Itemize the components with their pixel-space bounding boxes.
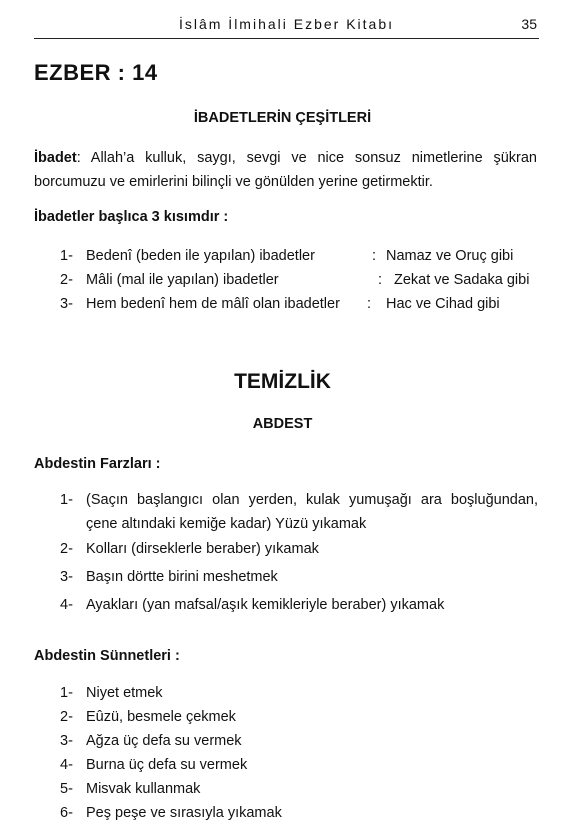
definition-term: İbadet [34, 150, 77, 166]
list-number: 4- [60, 597, 73, 613]
section-heading-ibadet-types: İBADETLERİN ÇEŞİTLERİ [193, 110, 372, 126]
types-heading: İbadetler başlıca 3 kısımdır : [34, 209, 229, 225]
list-text: Kolları (dirseklerle beraber) yıkamak [86, 541, 319, 557]
definition-text: : Allah’a kulluk, saygı, sevgi ve nice sonsuz nimetlerine şükran borcumuzu ve emirlerini bilinçli ve gönülden yerine getirmektir. [34, 150, 537, 190]
list-example: Hac ve Cihad gibi [386, 296, 500, 312]
list-example: Namaz ve Oruç gibi [386, 248, 514, 264]
list-text: Hem bedenî hem de mâlî olan ibadetler [86, 296, 340, 312]
list-number: 1- [60, 248, 73, 264]
section-subheading-abdest: ABDEST [252, 416, 313, 432]
book-title: İslâm İlmihali Ezber Kitabı [178, 16, 395, 32]
section-heading-temizlik: TEMİZLİK [234, 370, 331, 393]
page-number: 35 [521, 16, 537, 32]
lesson-title: EZBER : 14 [34, 60, 158, 85]
list-number: 1- [60, 685, 73, 701]
list-text: Peş peşe ve sırasıyla yıkamak [86, 805, 282, 821]
list-number: 3- [60, 296, 73, 312]
list-number: 4- [60, 757, 73, 773]
list-text: Başın dörtte birini meshetmek [86, 569, 278, 585]
list-number: 5- [60, 781, 73, 797]
farz-heading: Abdestin Farzları : [34, 456, 161, 472]
list-text: Ağza üç defa su vermek [86, 733, 242, 749]
list-number: 2- [60, 272, 73, 288]
list-text: Misvak kullanmak [86, 781, 201, 797]
list-number: 3- [60, 733, 73, 749]
ibadet-definition [34, 146, 537, 194]
list-separator: : [367, 296, 372, 312]
list-example: Zekat ve Sadaka gibi [394, 272, 530, 288]
list-number: 6- [60, 805, 73, 821]
list-text: Bedenî (beden ile yapılan) ibadetler [86, 248, 315, 264]
list-number: 1- [60, 492, 73, 508]
list-text: Eûzü, besmele çekmek [86, 709, 236, 725]
list-number: 3- [60, 569, 73, 585]
running-header [34, 14, 539, 39]
list-text: Mâli (mal ile yapılan) ibadetler [86, 272, 279, 288]
list-text: Burna üç defa su vermek [86, 757, 248, 773]
list-text: Niyet etmek [86, 685, 163, 701]
list-number: 2- [60, 709, 73, 725]
list-text: (Saçın başlangıcı olan yerden, kulak yumuşağı ara boşluğundan, çene altındaki kemiğe kadar) Yüzü yıkamak [86, 492, 538, 532]
list-text: Ayakları (yan mafsal/aşık kemikleriyle beraber) yıkamak [86, 597, 445, 613]
list-separator: : [372, 248, 377, 264]
list-separator: : [378, 272, 383, 288]
list-number: 2- [60, 541, 73, 557]
sunnet-heading: Abdestin Sünnetleri : [34, 648, 180, 664]
